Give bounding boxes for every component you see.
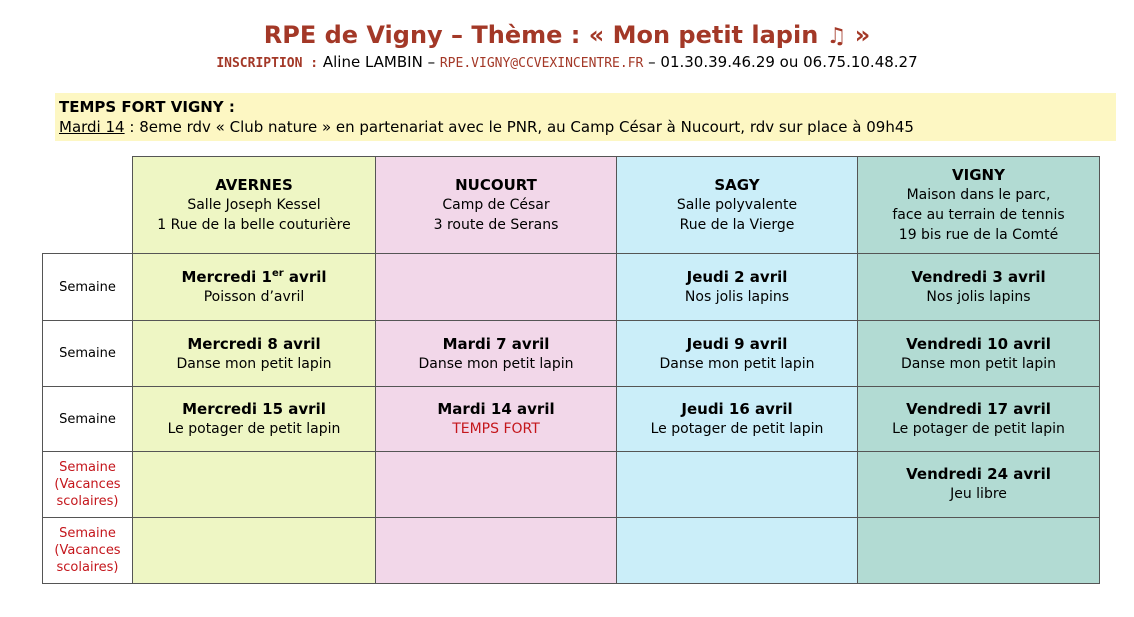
session-day [133,267,375,287]
row-label-line: Semaine [59,526,116,541]
session-activity: Danse mon petit lapin [659,355,815,372]
session-activity: Jeu libre [950,486,1007,502]
table-row [43,254,1100,321]
title-end: » [854,21,871,49]
row-label-line: (Vacances [54,543,121,558]
session-activity: Le potager de petit lapin [650,421,824,437]
row-label [43,452,133,518]
session-activity: Poisson d’avril [203,289,305,305]
schedule-cell [376,452,617,518]
schedule-cell [376,518,617,584]
temps-fort-date: Mardi 14 [59,118,125,136]
session-day: Vendredi 17 avril [906,400,1051,418]
venue-name: SAGY [714,176,760,194]
session-activity: Le potager de petit lapin [167,421,341,437]
venue-line: Rue de la Vierge [679,217,795,233]
session-activity: Nos jolis lapins [684,289,790,305]
venue-line: face au terrain de tennis [892,207,1065,223]
page-title [0,20,1134,52]
contact-email[interactable]: RPE.VIGNY@CCVEXINCENTRE.FR [439,56,644,71]
schedule-cell [858,321,1100,387]
music-note-icon: ♫ [826,24,847,49]
venue-avernes [133,157,376,254]
session-activity: Danse mon petit lapin [900,355,1057,372]
inscription-label: INSCRIPTION : [216,56,319,71]
row-label: Semaine [43,254,133,321]
session-activity: TEMPS FORT [452,421,540,437]
contact-name: Aline LAMBIN – [322,53,436,71]
session-activity: Danse mon petit lapin [418,355,574,372]
session-day: Vendredi 24 avril [906,465,1051,483]
schedule-cell [133,387,376,452]
venue-sagy [617,157,858,254]
schedule-cell [858,254,1100,321]
temps-fort-box [55,93,1116,141]
temps-fort-text: : 8eme rdv « Club nature » en partenariat avec le PNR, au Camp César à Nucourt, rdv sur place à 09h45 [129,118,914,136]
venue-vigny [858,157,1100,254]
table-row [43,387,1100,452]
row-label-line: scolaires) [56,494,119,509]
row-label-line: Semaine [59,460,116,475]
schedule-cell [617,321,858,387]
table-row [43,452,1100,518]
temps-fort-line [59,117,1112,137]
venue-header-row [43,157,1100,254]
schedule-cell [133,518,376,584]
temps-fort-heading: TEMPS FORT VIGNY : [59,98,235,116]
schedule-cell [858,387,1100,452]
schedule-cell [133,452,376,518]
session-day: Vendredi 10 avril [906,334,1051,353]
session-day: Jeudi 2 avril [686,268,788,286]
row-label-line: (Vacances [54,477,121,492]
venue-line: 1 Rue de la belle couturière [157,217,351,233]
row-label: Semaine [43,387,133,452]
venue-line: Salle Joseph Kessel [187,197,321,213]
table-row [43,321,1100,387]
schedule-cell [617,387,858,452]
session-day: Mercredi 15 avril [182,400,326,418]
title-text: RPE de Vigny – Thème : « Mon petit lapin [263,21,819,49]
venue-name: NUCOURT [455,176,537,194]
schedule-cell [376,387,617,452]
venue-line: 3 route de Serans [433,217,559,233]
venue-name: VIGNY [952,166,1005,184]
day-suffix: er [271,268,284,279]
schedule-cell [858,452,1100,518]
table-row [43,518,1100,584]
session-day: Mercredi 8 avril [187,334,321,353]
schedule-table [42,156,1100,584]
corner-cell [43,157,133,254]
row-label: Semaine [43,321,133,387]
venue-line: Maison dans le parc, [906,187,1051,203]
venue-nucourt [376,157,617,254]
day-text: Mercredi 1 [181,268,272,286]
session-activity: Le potager de petit lapin [892,421,1065,437]
schedule-cell [133,321,376,387]
session-day: Mardi 14 avril [437,400,555,418]
session-activity: Nos jolis lapins [926,289,1031,305]
session-day: Mardi 7 avril [442,334,550,353]
day-month: avril [283,268,327,286]
schedule-cell [376,254,617,321]
row-label-line: scolaires) [56,560,119,575]
schedule-cell [617,254,858,321]
schedule-cell [133,254,376,321]
session-activity: Danse mon petit lapin [176,355,332,372]
schedule-cell [617,518,858,584]
session-day: Vendredi 3 avril [911,268,1046,286]
contact-line [0,52,1134,74]
schedule-cell [617,452,858,518]
schedule-cell [858,518,1100,584]
contact-phones: – 01.30.39.46.29 ou 06.75.10.48.27 [648,53,918,71]
venue-line: Salle polyvalente [676,197,798,213]
venue-line: 19 bis rue de la Comté [898,227,1059,243]
venue-name: AVERNES [215,176,293,194]
session-day: Jeudi 16 avril [681,400,793,418]
venue-line: Camp de César [442,197,550,213]
session-day: Jeudi 9 avril [686,334,788,353]
schedule-cell [376,321,617,387]
row-label [43,518,133,584]
